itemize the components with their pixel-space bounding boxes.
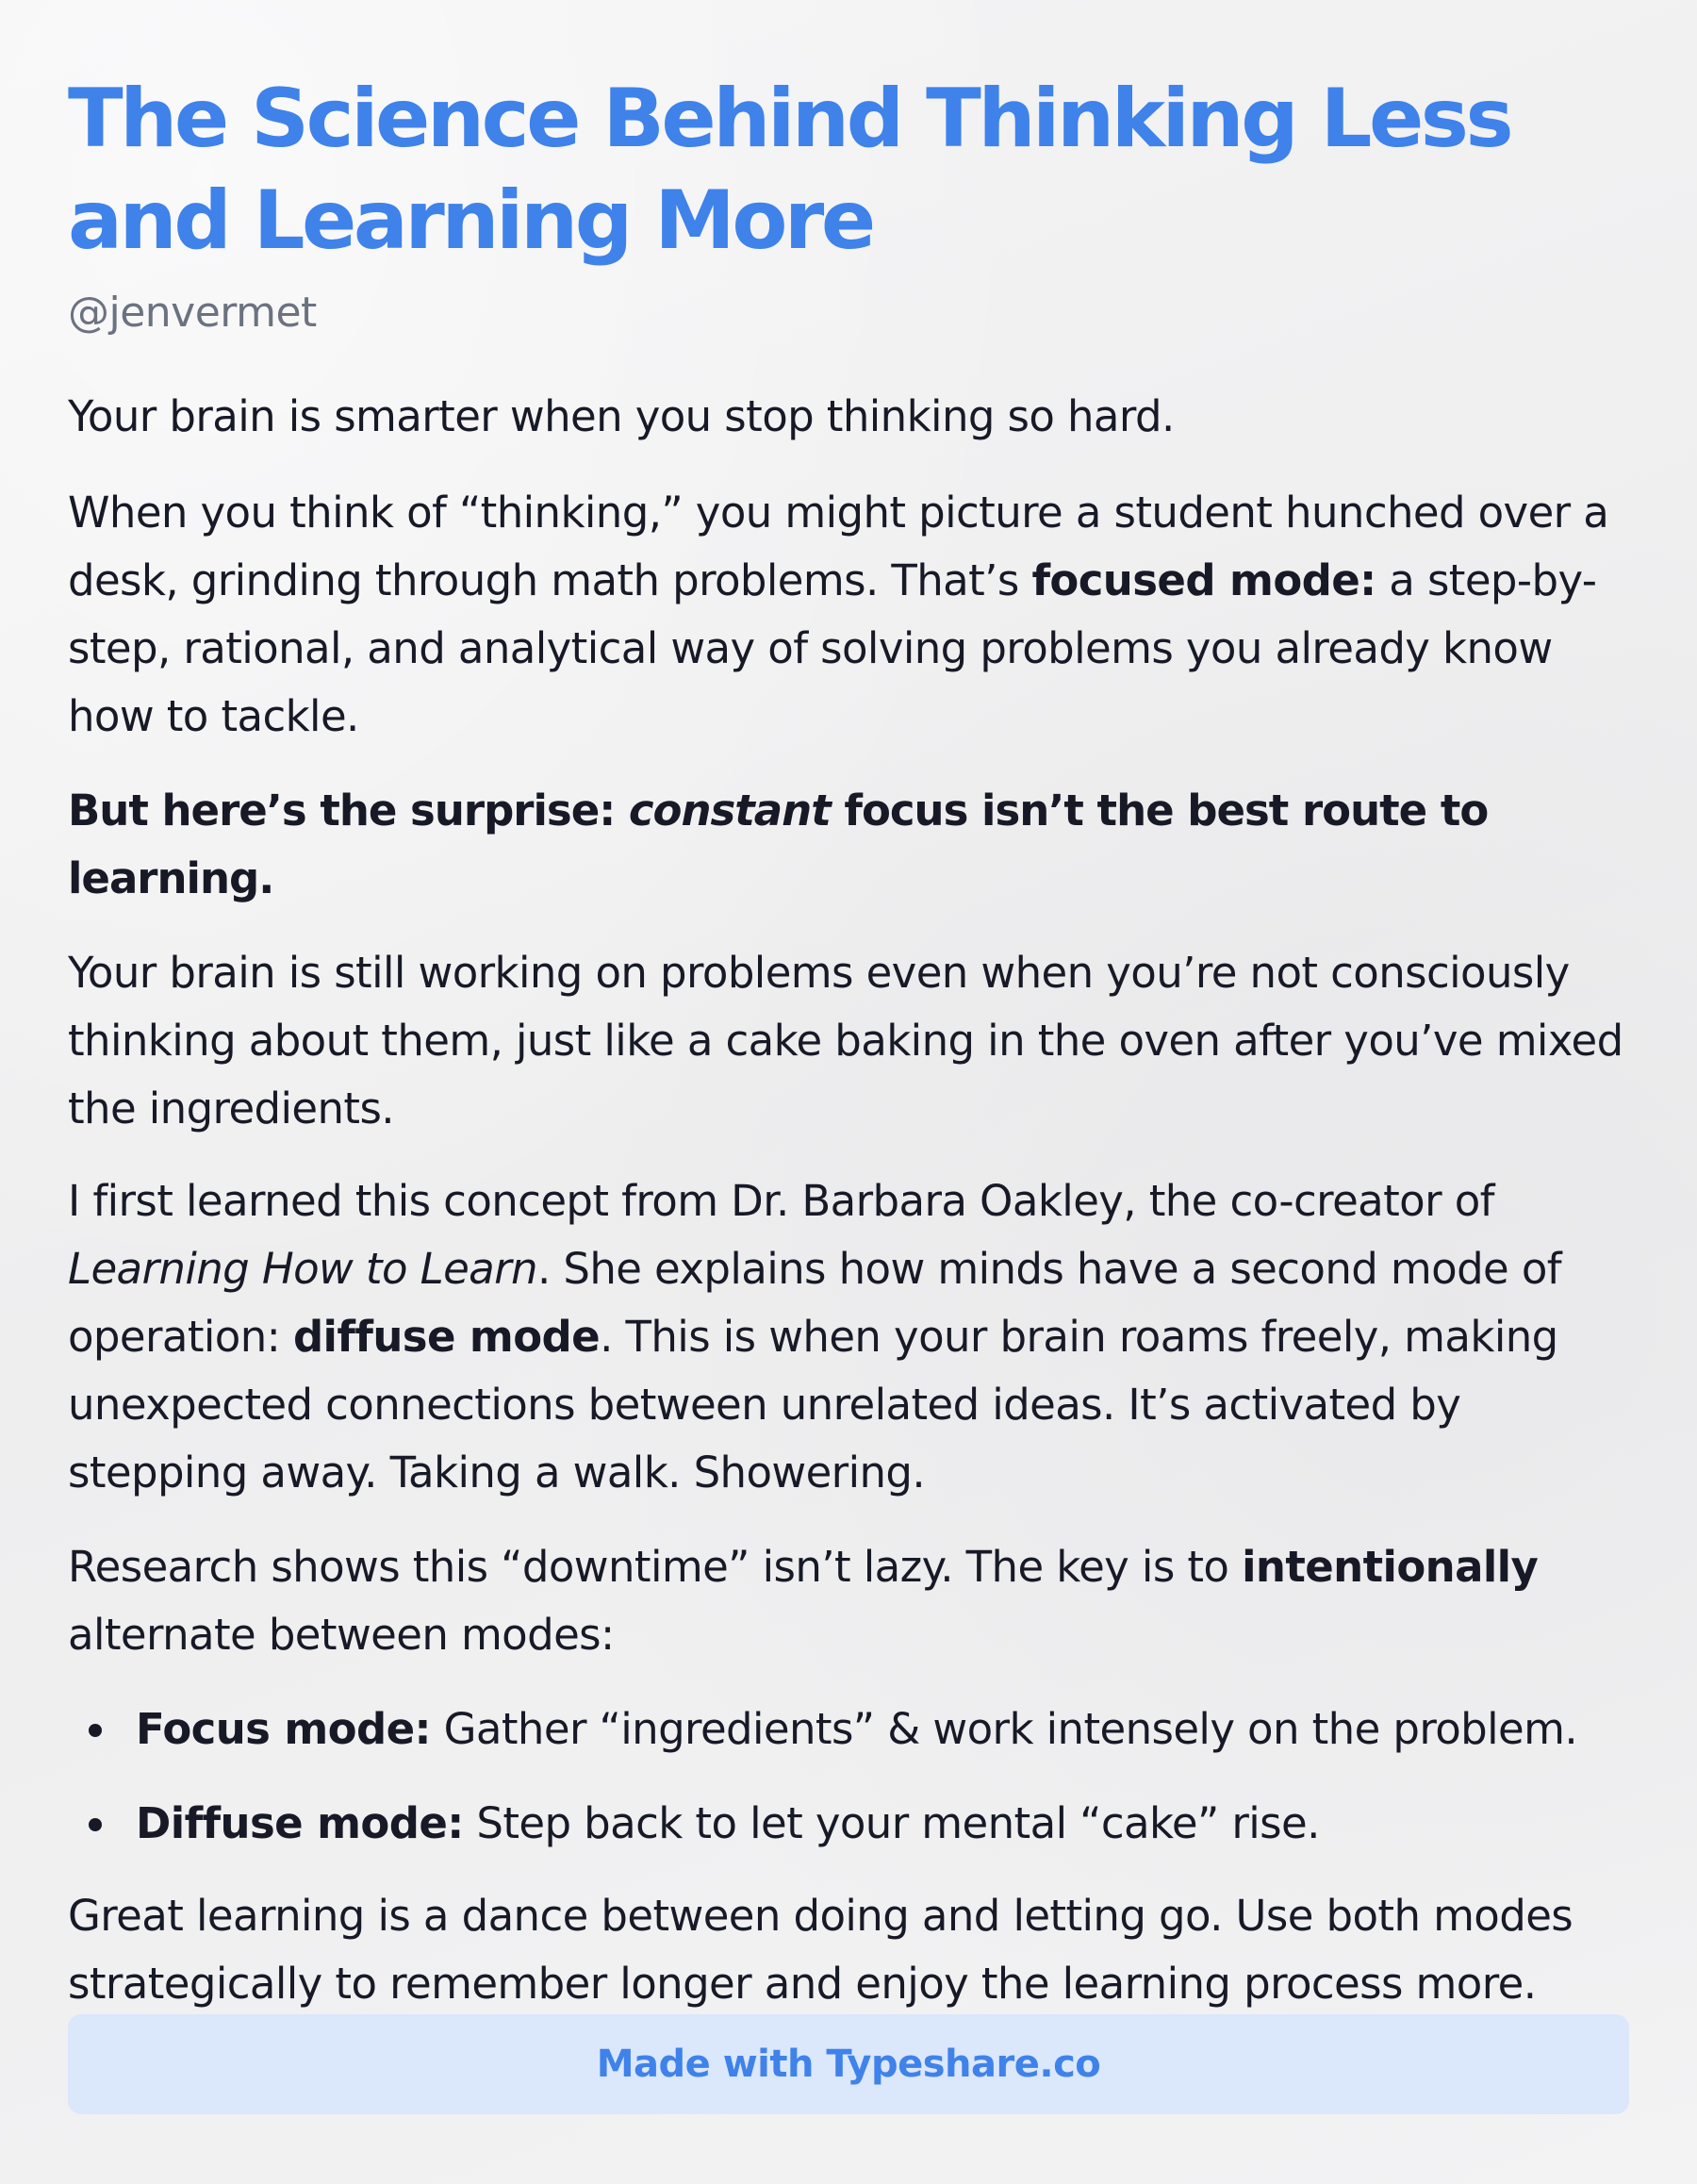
- surprise-paragraph: [68, 777, 1629, 913]
- author-handle: @jenvermet: [68, 289, 317, 337]
- focused-mode-paragraph: [68, 479, 1629, 751]
- paragraph-text: Research shows this “downtime” isn’t lazy. The key is to: [68, 1542, 1243, 1592]
- emphasis-constant: constant: [628, 786, 831, 836]
- bullet-icon: [89, 1724, 102, 1737]
- closing-paragraph: Great learning is a dance between doing and letting go. Use both modes strategically to remember longer and enjoy the learning process more.: [68, 1891, 1573, 2009]
- list-item-term: Diffuse mode:: [136, 1798, 464, 1848]
- modes-list: [68, 1696, 1629, 1858]
- paragraph-text: a step-by-step, rational, and analytical way of solving problems you already know how to tackle.: [68, 555, 1597, 741]
- book-title: Learning How to Learn: [68, 1244, 537, 1294]
- paragraph-text: focus isn’t the best route to learning.: [68, 786, 1489, 903]
- list-item-term: Focus mode:: [136, 1704, 431, 1754]
- list-item: [68, 1790, 1629, 1858]
- paragraph-text: . She explains how minds have a second mode of operation:: [68, 1244, 1562, 1362]
- paragraph-text: alternate between modes:: [68, 1610, 615, 1660]
- list-item-text: Step back to let your mental “cake” rise.: [463, 1798, 1320, 1848]
- bullet-icon: [89, 1818, 102, 1831]
- paragraph-text: But here’s the surprise:: [68, 786, 629, 836]
- paragraph-text: . This is when your brain roams freely, making unexpected connections between unrelated ideas. It’s activated by stepping away. Taking a walk. Showering.: [68, 1312, 1558, 1497]
- intentionally-term: intentionally: [1242, 1542, 1539, 1592]
- list-item-text: Gather “ingredients” & work intensely on the problem.: [430, 1704, 1578, 1754]
- research-paragraph: [68, 1533, 1629, 1669]
- focused-mode-term: focused mode:: [1031, 555, 1376, 605]
- list-item: [68, 1696, 1629, 1763]
- post-title: The Science Behind Thinking Less and Learning More: [68, 72, 1511, 268]
- paragraph-text: When you think of “thinking,” you might picture a student hunched over a desk, grinding through math problems. That’s: [68, 488, 1609, 605]
- cake-analogy-paragraph: Your brain is still working on problems even when you’re not consciously thinking about them, just like a cake baking in the oven after you’ve mixed the ingredients.: [68, 948, 1623, 1133]
- typeshare-footer-button[interactable]: Made with Typeshare.co: [68, 2014, 1629, 2114]
- intro-paragraph: Your brain is smarter when you stop thinking so hard.: [68, 391, 1175, 441]
- diffuse-mode-term: diffuse mode: [292, 1312, 601, 1362]
- post-card: [68, 68, 1629, 2018]
- paragraph-text: I first learned this concept from Dr. Barbara Oakley, the co-creator of: [68, 1176, 1494, 1226]
- diffuse-mode-paragraph: [68, 1167, 1629, 1507]
